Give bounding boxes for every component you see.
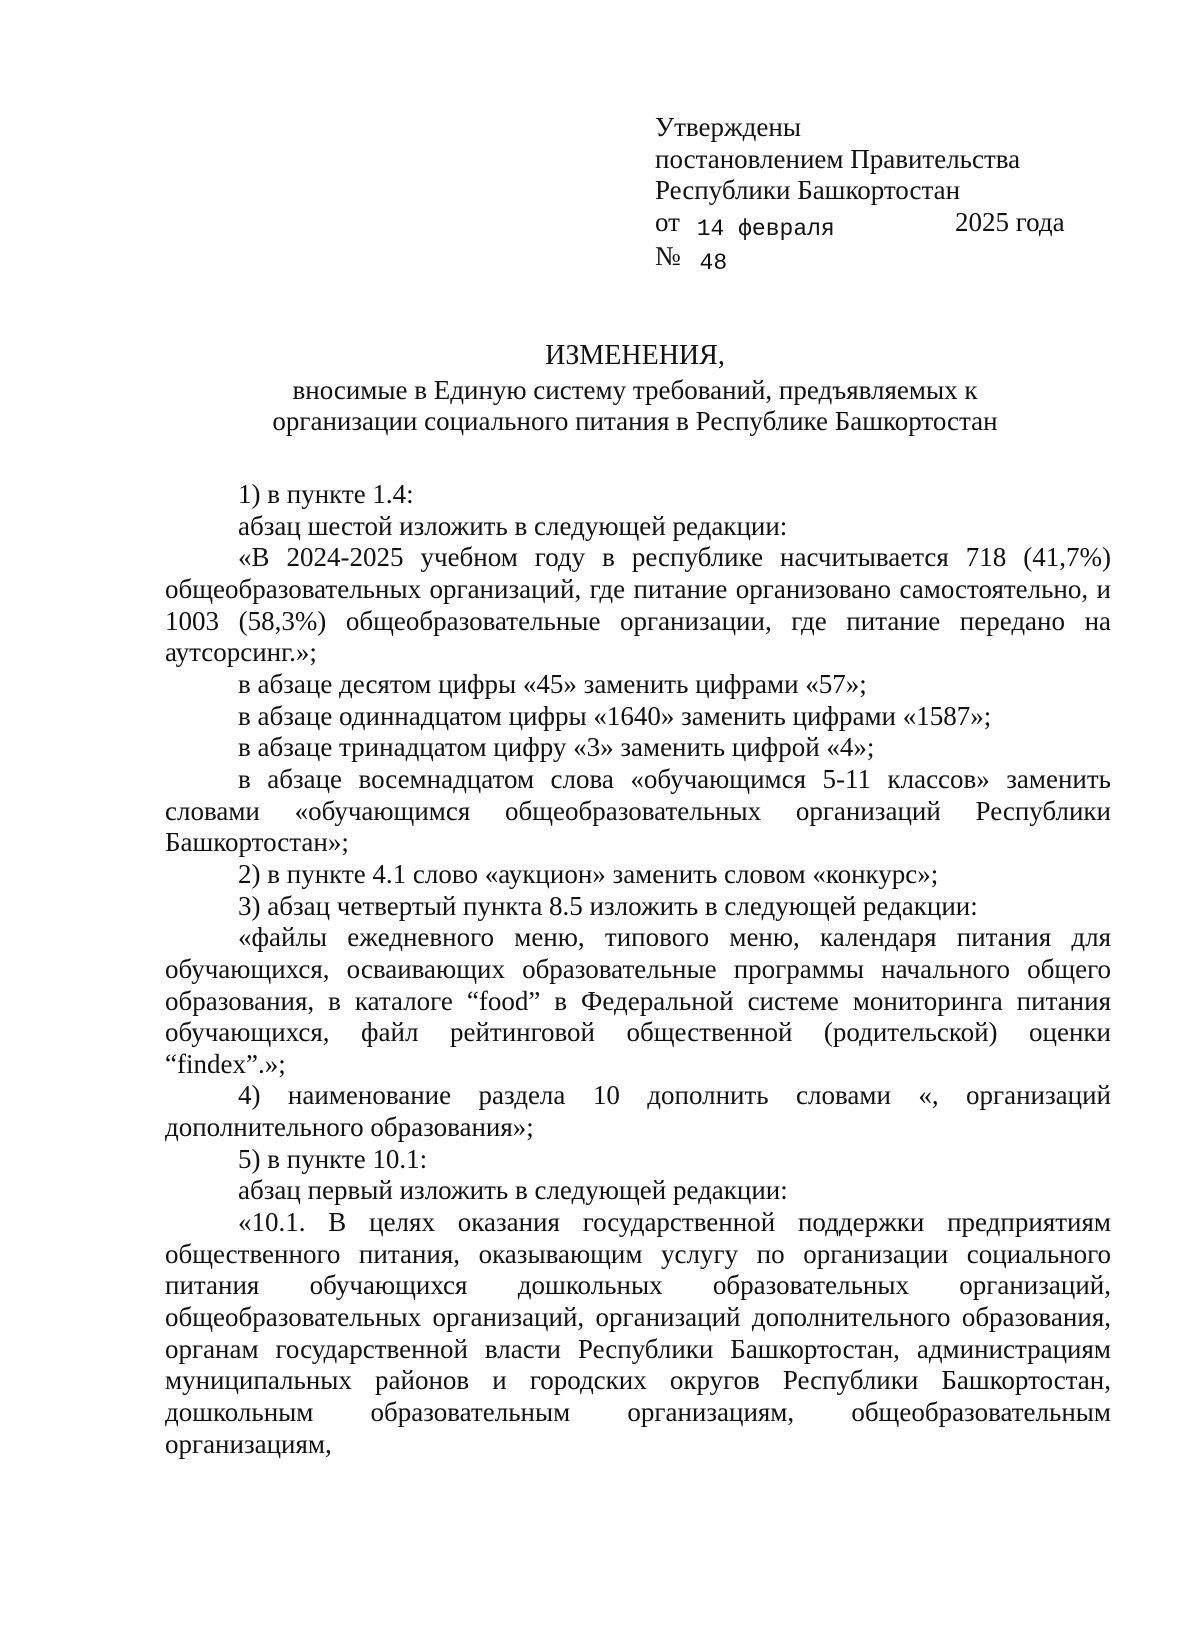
document-body	[165, 479, 1111, 1460]
paragraph: 2) в пункте 4.1 слово «аукцион» заменить словом «конкурс»;	[238, 858, 939, 889]
number-value: 48	[699, 250, 728, 276]
document-title	[160, 340, 1110, 438]
paragraph: «10.1. В целях оказания государственной поддержки предприятиям общественного питания, оказывающим услугу по организации социального питания обучающихся дошкольных образовательных организаций, общеобразовательных организаций, организаций дополнительного образования, органам государственной власти Республики Башкортостан, администрациям муниципальных районов и городских округов Республики Башкортостан, дошкольным образовательным организациям, общеобразовательным организациям,	[165, 1207, 1111, 1459]
paragraph: 4) наименование раздела 10 дополнить словами «, организаций дополнительного образования»;	[165, 1080, 1111, 1143]
paragraph: в абзаце тринадцатом цифру «3» заменить цифрой «4»;	[238, 732, 875, 763]
title-subtitle-line-1: вносимые в Единую систему требований, предъявляемых к	[292, 374, 978, 405]
approval-stamp	[655, 112, 1095, 276]
approval-number-line	[655, 241, 1095, 276]
title-heading: ИЗМЕНЕНИЯ,	[545, 340, 725, 371]
approval-line-3: Республики Башкортостан	[655, 175, 961, 205]
number-prefix: №	[655, 241, 681, 271]
paragraph: 3) абзац четвертый пункта 8.5 изложить в следующей редакции:	[238, 890, 978, 921]
paragraph: в абзаце восемнадцатом слова «обучающимся 5-11 классов» заменить словами «обучающимся общеобразовательных организаций Республики Башкортостан»;	[165, 763, 1111, 858]
date-year: 2025 года	[955, 206, 1065, 237]
paragraph: абзац первый изложить в следующей редакции:	[238, 1175, 788, 1206]
paragraph: «В 2024-2025 учебном году в республике насчитывается 718 (41,7%) общеобразовательных организаций, где питание организовано самостоятельно, и 1003 (58,3%) общеобразовательные организации, где питание передано на аутсорсинг.»;	[165, 542, 1111, 668]
approval-line-2: постановлением Правительства	[655, 143, 1021, 174]
title-subtitle-line-2: организации социального питания в Республике Башкортостан	[272, 406, 998, 436]
paragraph: 5) в пункте 10.1:	[238, 1143, 428, 1174]
approval-line-1: Утверждены	[655, 112, 801, 142]
date-value: 14 февраля	[696, 215, 835, 242]
paragraph: «файлы ежедневного меню, типового меню, календаря питания для обучающихся, осваивающих образовательные программы начального общего образования, в каталоге “food” в Федеральной системе мониторинга питания обучающихся, файл рейтинговой общественной (родительской) оценки “findex”.»;	[165, 922, 1111, 1079]
paragraph: 1) в пункте 1.4:	[238, 479, 414, 509]
paragraph: в абзаце одиннадцатом цифры «1640» заменить цифрами «1587»;	[238, 700, 992, 731]
paragraph: абзац шестой изложить в следующей редакции:	[238, 510, 788, 541]
date-prefix: от	[655, 206, 680, 237]
approval-date-line	[655, 207, 1095, 242]
paragraph: в абзаце десятом цифры «45» заменить цифрами «57»;	[238, 668, 867, 699]
